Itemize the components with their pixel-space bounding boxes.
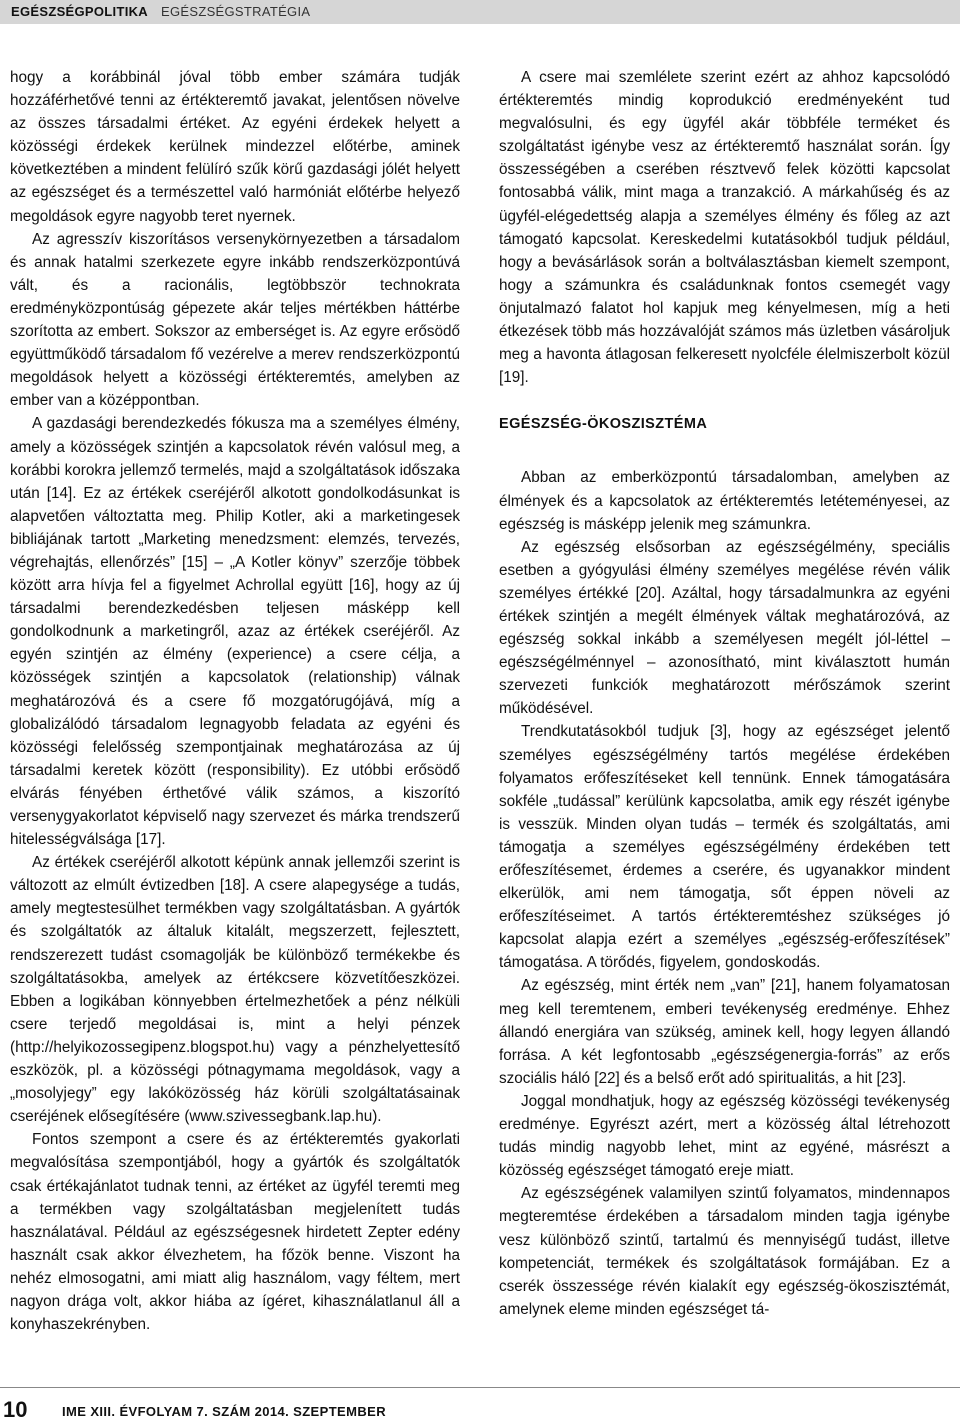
- right-column: [499, 66, 950, 1321]
- footer-divider: [0, 1387, 960, 1388]
- right-paragraph-3: Trendkutatásokból tudjuk [3], hogy az egészséget jelentő személyes egészségélmény tartós megélése érdekében folyamatos erőfeszítéseket kell tennünk. Ennek támogatására sokféle „tudással” kerülünk kapcsolatba, amik egy részét igénybe is vesszük. Minden olyan tudás – termék és szolgáltatás, ami támogatja a személyes egészségélmény érdekében tett erőfeszítésemet, érdemes a cserére, és ugyanakkor mindent elkerülök, ami nem támogatja, sőt éppen növeli az erőfeszítéseimet. A tartós értékteremtéshez szükséges jó kapcsolat alapja ezért a személyes „egészség-erőfeszítések” támogatása. A törődés, figyelem, gondoskodás.: [499, 723, 950, 972]
- left-paragraph-5: Fontos szempont a csere és az értékteremtés gyakorlati megvalósítása szempontjából, hogy a gyártók és szolgáltatók csak értékajánlatot tudnak tenni, az értéket az ügyfél teremti meg a termékben vagy szolgáltatásban megjelenített tudás használatával. Például az egészségesnek hirdetett Zepter edény használt csak akkor élvezhetem, ha főzök benne. Viszont ha nehéz elmosogatni, ami miatt alig használom, vagy féltem, mert nagyon drága volt, akkor hiába az ígéret, kihasználatlanul áll a konyhaszekrényben.: [10, 1131, 460, 1334]
- page-number: 10: [3, 1397, 28, 1422]
- page-footer: [0, 1398, 960, 1424]
- left-column: [10, 66, 460, 1336]
- left-paragraph-1: hogy a korábbinál jóval több ember számára tudják hozzáférhetővé tenni az értékteremtő javakat, jelentősen növelve az összes társadalmi értéket. Az egyéni érdekek helyett a közösségi érdekek kerülnek mindezzel előtérbe, aminek következtében a mindent felülíró szűk körű gazdasági jólét helyett az egészséget és a természettel való harmóniát előtérbe helyező megoldások egyre nagyobb teret nyernek.: [10, 69, 460, 225]
- right-paragraph-6: Az egészségének valamilyen szintű folyamatos, mindennapos megteremtése érdekében a társadalom minden tagja igénybe vesz különböző szintű, tartalmú és mennyiségű tudást, illetve kompetenciát, termékek és szolgáltatások formájában. Ez a cserék összessége révén kialakít egy egészség-ökoszisztémát, amelynek eleme minden egészséget tá-: [499, 1185, 950, 1318]
- header-subsection-title: EGÉSZSÉGSTRATÉGIA: [161, 4, 311, 19]
- right-paragraph-5: Joggal mondhatjuk, hogy az egészség közösségi tevékenység eredménye. Egyrészt azért, mert a közösség által létrehozott tudás mindig nagyobb lehet, mint az egyéné, másrészt a közösség egészséget támogató ereje miatt.: [499, 1092, 950, 1180]
- running-header: [0, 0, 960, 24]
- header-section-title: EGÉSZSÉGPOLITIKA: [11, 4, 148, 19]
- right-paragraph-2: Az egészség elsősorban az egészségélmény, speciális esetben a gyógyulási élmény személyes megélése révén válik személyes értékké [20]. Azáltal, hogy társadalmunkra az egyéni értékek szintjén a megélt élmények váltak meghatározóvá, az egészség sokkal inkább a személyesen megélt jól-léttel – egészségélménnyel – azonosítható, mint kiválasztott humán szervezeti funkciók meghatározott mérőszámok szerint működésével.: [499, 538, 950, 718]
- left-paragraph-2: Az agresszív kiszorításos versenykörnyezetben a társadalom és annak hatalmi szerkezete egyre inkább rendszerközpontúvá vált, és a racionális, legtöbbször technokrata eredményközpontúság gépezete akár teljes mértékben háttérbe szorította az embert. Sokszor az emberséget is. Az egyre erősödő együttműködő társadalom fő vezérelve a merev rendszerközpontú megoldások helyett a közösségi értékteremtés, amelyben az ember van a középpontban.: [10, 230, 460, 410]
- section-heading: EGÉSZSÉG-ÖKOSZISZTÉMA: [499, 416, 708, 433]
- left-paragraph-3: A gazdasági berendezkedés fókusza ma a személyes élmény, amely a közösségek szintjén a kapcsolatok révén valósul meg, a korábbi korokra jellemző termelés, majd a szolgáltatások időszaka után [14]. Ez az értékek cseréjéről alkotott gondolkodásunkat is alapvetően változtatta meg. Philip Kotler, aki a marketingesek bibliájának tartott „Marketing menedzsment: elemzés, tervezés, végrehajtás, ellenőrzés” [15] – „A Kotler könyv” szerzője többek között arra hívja fel a figyelmet Achrollal együtt [16], hogy az új társadalmi berendezkedésben teljesen másképp kell gondolkodnunk a marketingről, azaz az értékek cseréjéről. Az egyén szintjén az élmény (experience) a csere célja, a közösségek szintjén a kapcsolatok (relationship) válnak meghatározóvá és a csere fő mozgatórugójává, míg a globalizálódó társadalom legnagyobb feladata az egyéni és közösségi felelősség szempontjainak meghatározása az új társadalmi keretek között (responsibility). Ez utóbbi erősödő elvárás fényében érthetővé válik számos, a kiszorító versenygyakorlatot képviselő nagy szervezet és márka trendszerű hitelességválsága [17].: [10, 415, 460, 849]
- right-intro-paragraph: A csere mai szemlélete szerint ezért az ahhoz kapcsolódó értékteremtés mindig koprodukció eredményeként tud megvalósulni, és egy ügyfél akár többféle terméket és szolgáltatást igénybe vesz az értékteremtő használat során. Így összességében a cserében résztvevő felek közötti kapcsolat fontosabbá válik, mint maga a tranzakció. A márkahűség és az ügyfél-elégedettség alapja a személyes élmény és főleg az azt támogató kapcsolat. Kereskedelmi kutatásokból tudjuk például, hogy a bevásárlások során a boltválasztásban kiemelt szempont, hogy a számunkra és családunknak fontos csemegét vagy önjutalmazó falatot hol kapjuk meg kényelmesen, míg a heti étkezések több más hozzávalóját számos más üzletben vásároljuk meg a havonta átlagosan felkeresett nyolcféle élelmiszerbolt közül [19].: [499, 69, 950, 387]
- left-paragraph-4: Az értékek cseréjéről alkotott képünk annak jellemzői szerint is változott az elmúlt évtizedben [18]. A csere alapegysége a tudás, amely megtestesülhet termékben vagy szolgáltatásban. A gyártók és szolgáltatók az általuk kitalált, megszerzett, fejlesztett, rendszerezett tudást csomagolják be különböző termékekbe és szolgáltatásokba, amelyek az értékcsere közvetítőeszközei. Ebben a logikában könnyebben értelmezhetőek a pénz nélküli csere terjedő megoldásai is, mint a helyi pénzek (http://helyikozossegipenz.blogspot.hu) vagy a pénzhelyettesítő eszközök, pl. a közösségi pótnagymama megoldások, vagy a „mosolyjegy” egy lakóközösség ház körüli szolgáltatásainak cseréjének elősegítésére (www.szivessegbank.lap.hu).: [10, 854, 460, 1126]
- right-paragraph-1: Abban az emberközpontú társadalomban, amelyben az élmények és a kapcsolatok az értékteremtés letéteményesei, az egészség is másképp jelenik meg számunkra.: [499, 469, 950, 533]
- right-paragraph-4: Az egészség, mint érték nem „van” [21], hanem folyamatosan meg kell teremtenem, emberi tevékenység eredménye. Ehhez állandó energiára van szükség, aminek kell, hogy legyen állandó forrása. A két legfontosabb „egészségenergia-forrás” az erős szociális háló [22] és a belső erőt adó spiritualitás, a hit [23].: [499, 977, 950, 1087]
- journal-issue-info: IME XIII. ÉVFOLYAM 7. SZÁM 2014. SZEPTEMBER: [62, 1404, 386, 1419]
